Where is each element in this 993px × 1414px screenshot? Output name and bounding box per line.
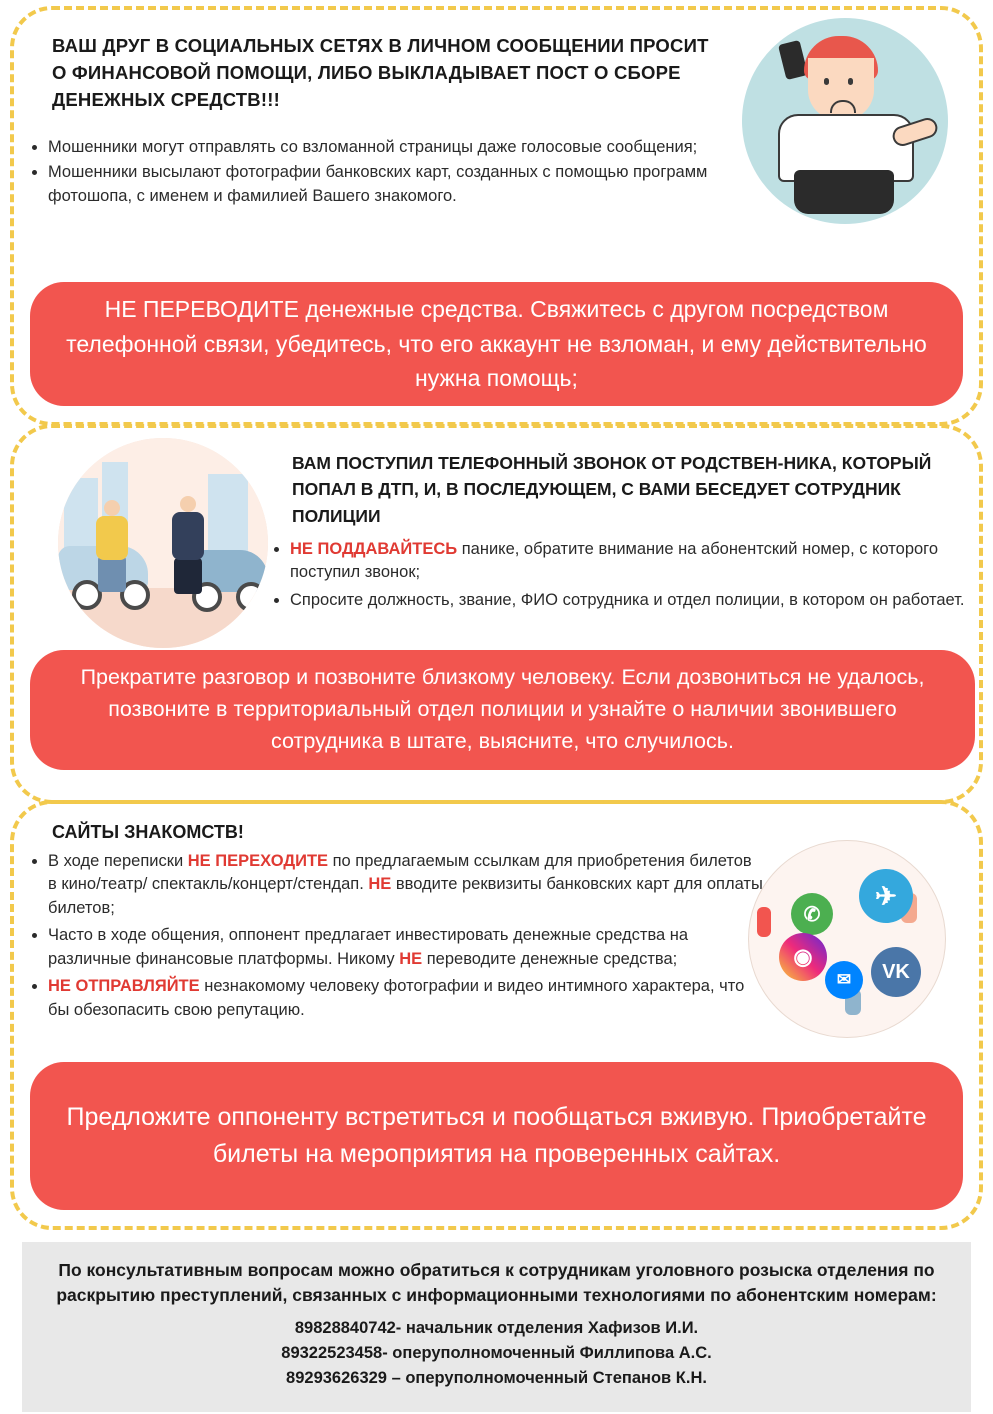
section-3-title: САЙТЫ ЗНАКОМСТВ! (52, 822, 244, 842)
phone-line: 89293626329 – оперуполномоченный Степанов К.Н. (286, 1368, 707, 1387)
callout-lead-text: НЕ ПЕРЕВОДИТЕ (104, 296, 299, 323)
callout-do-not-transfer (30, 282, 963, 406)
person-left-head (104, 500, 120, 516)
bullet-emphasis: НЕ ОТПРАВЛЯЙТЕ (48, 977, 200, 996)
list-item (48, 850, 764, 920)
wheel-icon (236, 582, 266, 612)
phone-line: 89828840742- начальник отделения Хафизов И.И. (294, 1318, 699, 1337)
person-right-head (180, 496, 196, 512)
telegram-icon: ✈ (859, 869, 913, 923)
footer-heading: По консультативным вопросам можно обратиться к сотрудникам уголовного розыска отделения по раскрытию преступлений, связанных с информационными технологиями по абонентским номерам: (56, 1260, 937, 1305)
social-networks-illustration (748, 840, 946, 1038)
messenger-icon: ✉ (825, 961, 863, 999)
bullet-emphasis: НЕ ПЕРЕХОДИТЕ (187, 852, 329, 870)
bullet-text-part: по предлагаемым ссылкам для приобретения билетов в кино/театр/ спектакль/концерт/стендап. (48, 852, 752, 894)
vk-icon: VK (871, 947, 921, 997)
person-left-legs (98, 556, 126, 592)
callout-text: Предложите оппоненту встретиться и пообщаться вживую. Приобретайте билеты на мероприятия на проверенных сайтах. (66, 1102, 927, 1168)
bullet-text-part: вводите реквизиты банковских карт для оплаты билетов; (48, 875, 763, 917)
whatsapp-icon: ✆ (791, 893, 833, 935)
eye-right-icon (848, 78, 853, 85)
list-item (48, 975, 764, 1022)
phone-icon (778, 40, 808, 80)
bullet-text: панике, обратите внимание на абонентский номер, с которого поступил звонок; (290, 540, 939, 582)
list-item: • Спросите должность, звание, ФИО сотрудника и отдел полиции, в котором он работает. (290, 589, 990, 612)
bullet-text-part: В ходе переписки (48, 852, 188, 870)
road-accident-illustration (58, 438, 268, 648)
person-right-legs (174, 558, 202, 594)
callout-call-relative (30, 650, 975, 770)
list-item (290, 538, 990, 585)
bullet-emphasis: НЕ (368, 875, 392, 894)
footer-phone-list (50, 1316, 943, 1391)
bullet-text-part: Часто в ходе общения, оппонент предлагает инвестировать денежные средства на различные финансовые платформы. Никому (48, 926, 689, 968)
bullet-text-part: переводите денежные средства; (422, 949, 678, 968)
callout-meet-in-person (30, 1062, 963, 1210)
section-1-bullet-list (26, 136, 748, 210)
figure-shape (757, 907, 771, 937)
bullet-lead-emphasis: НЕ ПОДДАВАЙТЕСЬ (290, 540, 458, 558)
legs-shape (794, 170, 894, 214)
callout-rest-text: денежные средства. Свяжитесь с другом посредством телефонной связи, убедитесь, что его аккаунт не взломан, и ему действительно нужна помощь; (66, 296, 927, 392)
person-with-phone-illustration (742, 18, 948, 224)
bullet-emphasis: НЕ (399, 949, 423, 968)
list-item: • Мошенники могут отправлять со взломанной страницы даже голосовые сообщения; (48, 136, 748, 159)
list-item: • Мошенники высылают фотографии банковских карт, созданных с помощью программ фотошопа, с именем и фамилией Вашего знакомого. (48, 161, 748, 208)
section-3-bullet-list (26, 850, 764, 1026)
section-1-title: ВАШ ДРУГ В СОЦИАЛЬНЫХ СЕТЯХ В ЛИЧНОМ СООБЩЕНИИ ПРОСИТ О ФИНАНСОВОЙ ПОМОЩИ, ЛИБО ВЫКЛАДЫВАЕТ ПОСТ О СБОРЕ ДЕНЕЖНЫХ СРЕДСТВ!!! (52, 35, 709, 110)
instagram-icon: ◉ (779, 933, 827, 981)
phone-line: 89322523458- оперуполномоченный Филлипова А.С. (281, 1343, 712, 1362)
footer-contacts (22, 1242, 971, 1412)
section-2-title: ВАМ ПОСТУПИЛ ТЕЛЕФОННЫЙ ЗВОНОК ОТ РОДСТВЕН-НИКА, КОТОРЫЙ ПОПАЛ В ДТП, И, В ПОСЛЕДУЮЩЕМ, С ВАМИ БЕСЕДУЕТ СОТРУДНИК ПОЛИЦИИ (292, 453, 932, 526)
eye-left-icon (824, 78, 829, 85)
callout-text: Прекратите разговор и позвоните близкому человеку. Если дозвониться не удалось, позвоните в территориальный отдел полиции и узнайте о наличии звонившего сотрудника в штате, выясните, что случилось. (80, 665, 925, 753)
section-2-bullet-list (268, 538, 990, 616)
person-right-body (172, 512, 204, 560)
bullet-text-part: незнакомому человеку фотографии и видео интимного характера, что бы обезопасить свою репутацию. (48, 977, 745, 1019)
person-left-body (96, 516, 128, 560)
list-item (48, 924, 764, 971)
